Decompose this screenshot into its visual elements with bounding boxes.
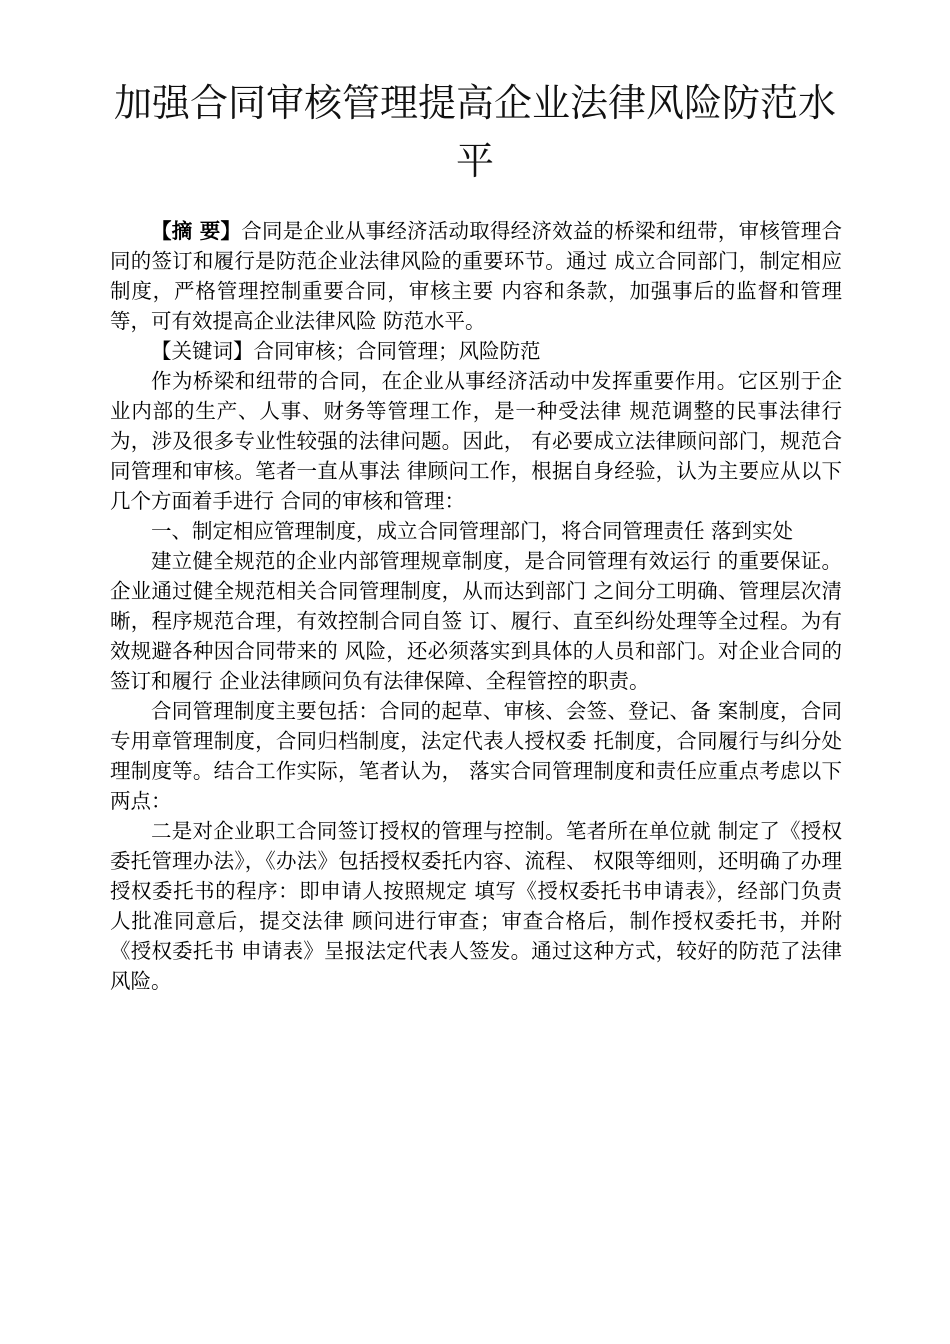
body-paragraph-system: 建立健全规范的企业内部管理规章制度，是合同管理有效运行 的重要保证。企业通过健全规范相关合同管理制度，从而达到部门 之间分工明确、管理层次清晰，程序规范合理，有效控制合同自签 订、履行、直至纠纷处理等全过程。为有效规避各种因合同带来的 风险，还必须落实到具体的人员和部门。对企业合同的签订和履行 企业法律顾问负有法律保障、全程管控的职责。 — [110, 549, 842, 693]
keywords-paragraph — [110, 336, 842, 366]
keywords-label: 【关键词】 — [151, 339, 254, 363]
body-paragraph-rules: 合同管理制度主要包括：合同的起草、审核、会签、登记、备 案制度，合同专用章管理制度，合同归档制度，法定代表人授权委 托制度，合同履行与纠分处理制度等。结合工作实际，笔者认为， 落实合同管理制度和责任应重点考虑以下两点： — [110, 699, 842, 813]
body-paragraph-authorization: 二是对企业职工合同签订授权的管理与控制。笔者所在单位就 制定了《授权委托管理办法》，《办法》包括授权委托内容、流程、 权限等细则，还明确了办理授权委托书的程序：即申请人按照规定 填写《授权委托书申请表》，经部门负责人批准同意后，提交法律 顾问进行审查；审查合格后，制作授权委托书，并附《授权委托书 申请表》呈报法定代表人签发。通过这种方式，较好的防范了法律 风险。 — [110, 819, 842, 993]
document-body — [110, 216, 842, 996]
body-paragraph-intro: 作为桥梁和纽带的合同，在企业从事经济活动中发挥重要作用。它区别于企业内部的生产、人事、财务等管理工作，是一种受法律 规范调整的民事法律行为，涉及很多专业性较强的法律问题。因此， 有必要成立法律顾问部门，规范合同管理和审核。笔者一直从事法 律顾问工作，根据自身经验，认为主要应从以下几个方面着手进行 合同的审核和管理： — [110, 369, 842, 513]
abstract-paragraph — [110, 216, 842, 336]
abstract-text: 合同是企业从事经济活动取得经济效益的桥梁和纽带，审核管理合同的签订和履行是防范企业法律风险的重要环节。通过 成立合同部门，制定相应制度，严格管理控制重要合同，审核主要 内容和条款，加强事后的监督和管理等，可有效提高企业法律风险 防范水平。 — [110, 219, 843, 333]
abstract-label: 【摘 要】 — [151, 219, 242, 243]
keywords-text: 合同审核；合同管理；风险防范 — [253, 339, 541, 363]
document-title: 加强合同审核管理提高企业法律风险防范水平 — [113, 81, 836, 183]
section-heading-1: 一、制定相应管理制度，成立合同管理部门，将合同管理责任 落到实处 — [151, 519, 794, 543]
